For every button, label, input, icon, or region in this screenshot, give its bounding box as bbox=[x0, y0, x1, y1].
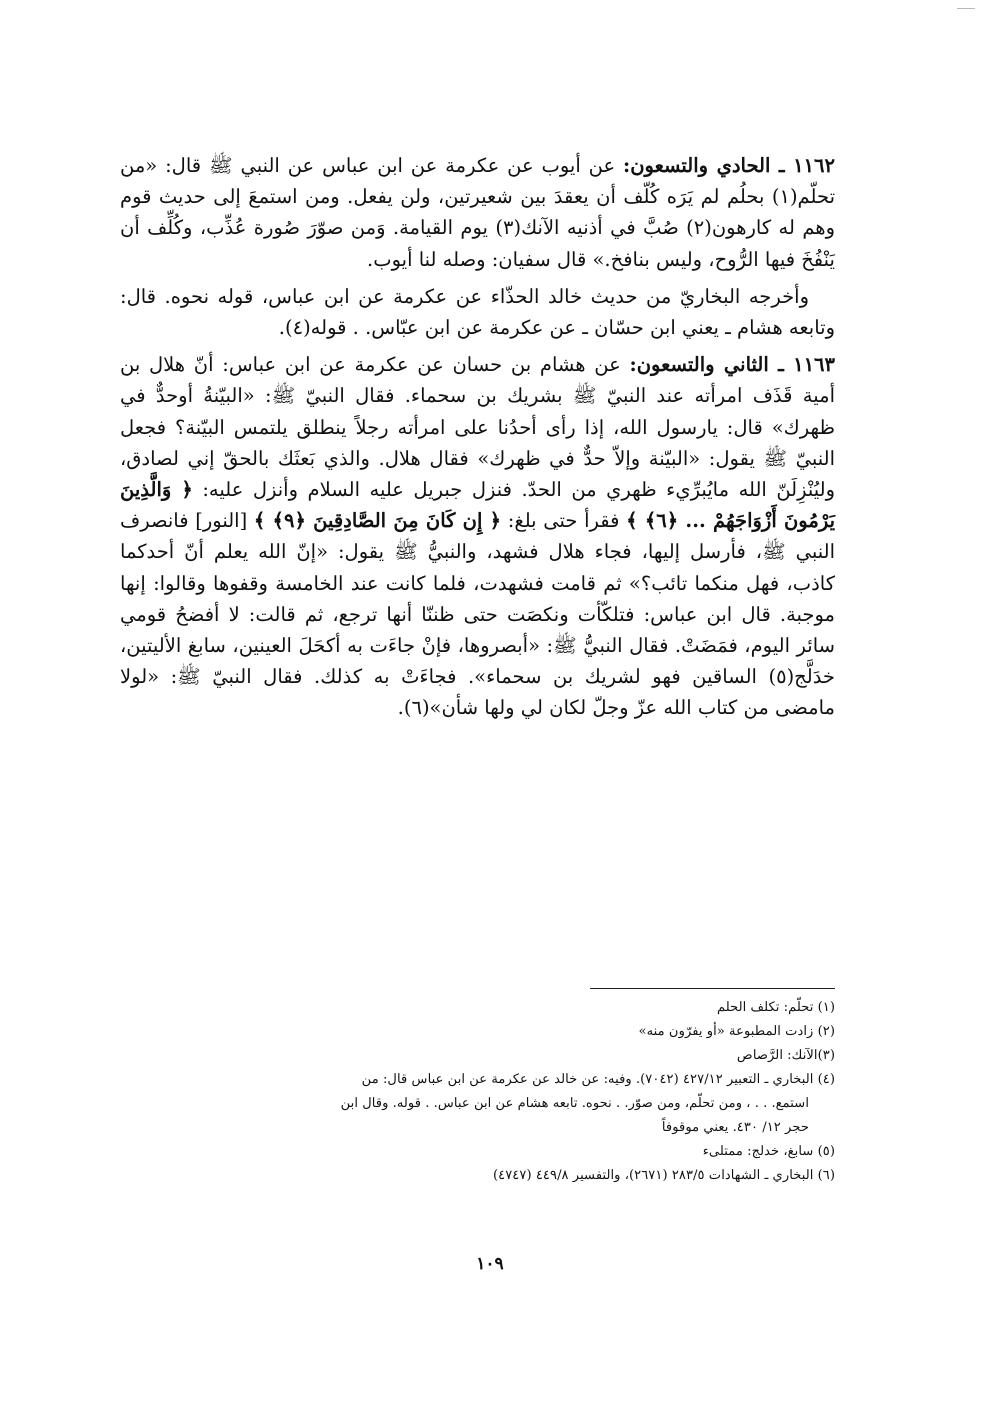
footnote-4-continued: استمع. . . ، ومن تحلّم، ومن صوّر. . نحوه. تابعه هشام عن ابن عباس. . قوله. وقال ابن bbox=[340, 1096, 809, 1111]
footnote-3: (٣)الآنك: الرَّصاص bbox=[736, 1048, 835, 1063]
hadith-1163-text-part3: [النور] فانصرف النبي ﷺ، فأرسل إليها، فجاء هلال فشهد، والنبيُّ ﷺ يقول: «إنّ الله يعلم أنّ أحدكما كاذب، فهل منكما تائب؟» ثم قامت فشهدت، فلما كانت عند الخامسة وقفوها وقالوا: إنها موجبة. قال ابن عباس: فتلكّأت ونكصَت حتى ظننّا أنها ترجع، ثم قالت: لا أفضحُ قومي سائر اليوم، فمَضَتْ. فقال النبيُّ ﷺ: «أبصروها، فإنْ جاءَت به أكحَلَ العينين، سابغ الأليتين، خدَلَّج(٥) الساقين فهو لشريك بن سحماء». فجاءَتْ به كذلك. فقال النبيّ ﷺ: «لولا مامضى من كتاب الله عزّ وجلّ لكان لي ولها شأن»(٦). bbox=[120, 509, 835, 720]
footnote-4: (٤) البخاري ـ التعبير ٤٢٧/١٢ (٧٠٤٢). وفيه: عن خالد عن عكرمة عن ابن عباس قال: من bbox=[361, 1072, 835, 1087]
footnote-1: (١) تحلّم: تكلف الحلم bbox=[716, 1000, 835, 1015]
hadith-1163-paragraph bbox=[120, 349, 835, 723]
footnote-4-continued: حجر ١٢/ ٤٣٠. يعني موقوفاً bbox=[661, 1120, 809, 1135]
quran-verse-2: ﴿ إِن كَانَ مِنَ الصَّادِقِينَ ﴿٩﴾ ﴾ bbox=[253, 509, 502, 533]
footnote-2: (٢) زادت المطبوعة «أو يفرّون منه» bbox=[638, 1024, 835, 1039]
hadith-1163-text-part1: عن هشام بن حسان عن عكرمة عن ابن عباس: أنّ هلال بن أمية قَذَف امرأته عند النبيّ ﷺ بشريك بن سحماء. فقال النبيّ ﷺ: «البيّنةُ أوحدٌّ في ظهرك» قال: يارسول الله، إذا رأى أحدُنا على امرأته رجلاً ينطلق يلتمس البيّنة؟ فجعل النبيّ ﷺ يقول: «البيّنة وإلاّ حدٌّ في ظهرك» فقال هلال. والذي بَعثَك بالحقّ إني لصادق، وليُنْزِلَنّ الله مايُبرِّيء ظهري من الحدّ. فنزل جبريل عليه السلام وأنزل عليه: bbox=[120, 353, 836, 502]
scan-corner-mark bbox=[957, 8, 975, 9]
footnote-6: (٦) البخاري ـ الشهادات ٢٨٣/٥ (٢٦٧١)، والتفسير ٤٤٩/٨ (٤٧٤٧) bbox=[492, 1168, 835, 1183]
hadith-1162-text: عن أيوب عن عكرمة عن ابن عباس عن النبي ﷺ قال: «من تحلّم(١) بحلُم لم يَرَه كُلّف أن يعقدَ بين شعيرتين، ولن يفعل. ومن استمعَ إلى حديث قوم وهم له كارهون(٢) صُبَّ في أذنيه الآنك(٣) يوم القيامة. وَمن صوّرَ صُورة عُذِّب، وكُلِّف أن يَنْفُخَ فيها الرُّوح، وليس بنافخ.» قال سفيان: وصله لنا أيوب. bbox=[120, 154, 835, 271]
hadith-1163-text-part2: فقرأ حتى بلغ: bbox=[507, 509, 620, 533]
hadith-1162-takhrij: وأخرجه البخاريّ من حديث خالد الحذّاء عن عكرمة عن ابن عباس، قوله نحوه. قال: وتابعه هشام ـ يعني ابن حسّان ـ عن عكرمة عن ابن عبّاس. . قوله(٤). bbox=[120, 284, 835, 340]
quran-verse-1: ﴿ وَالَّذِينَ يَرْمُونَ أَزْوَاجَهُمْ ... ﴿٦﴾ ﴾ bbox=[120, 478, 836, 533]
footnote-divider bbox=[590, 988, 835, 989]
main-text bbox=[120, 150, 835, 730]
hadith-1162-heading: ١١٦٢ ـ الحادي والتسعون: bbox=[623, 154, 835, 177]
hadith-1162-paragraph bbox=[120, 150, 835, 275]
page-number: ١٠٩ bbox=[476, 1254, 504, 1274]
hadith-1163-heading: ١١٦٣ ـ الثاني والتسعون: bbox=[629, 353, 836, 377]
footnotes bbox=[120, 996, 835, 1188]
footnote-5: (٥) سابغ، خدلج: ممتلىء bbox=[702, 1144, 835, 1159]
